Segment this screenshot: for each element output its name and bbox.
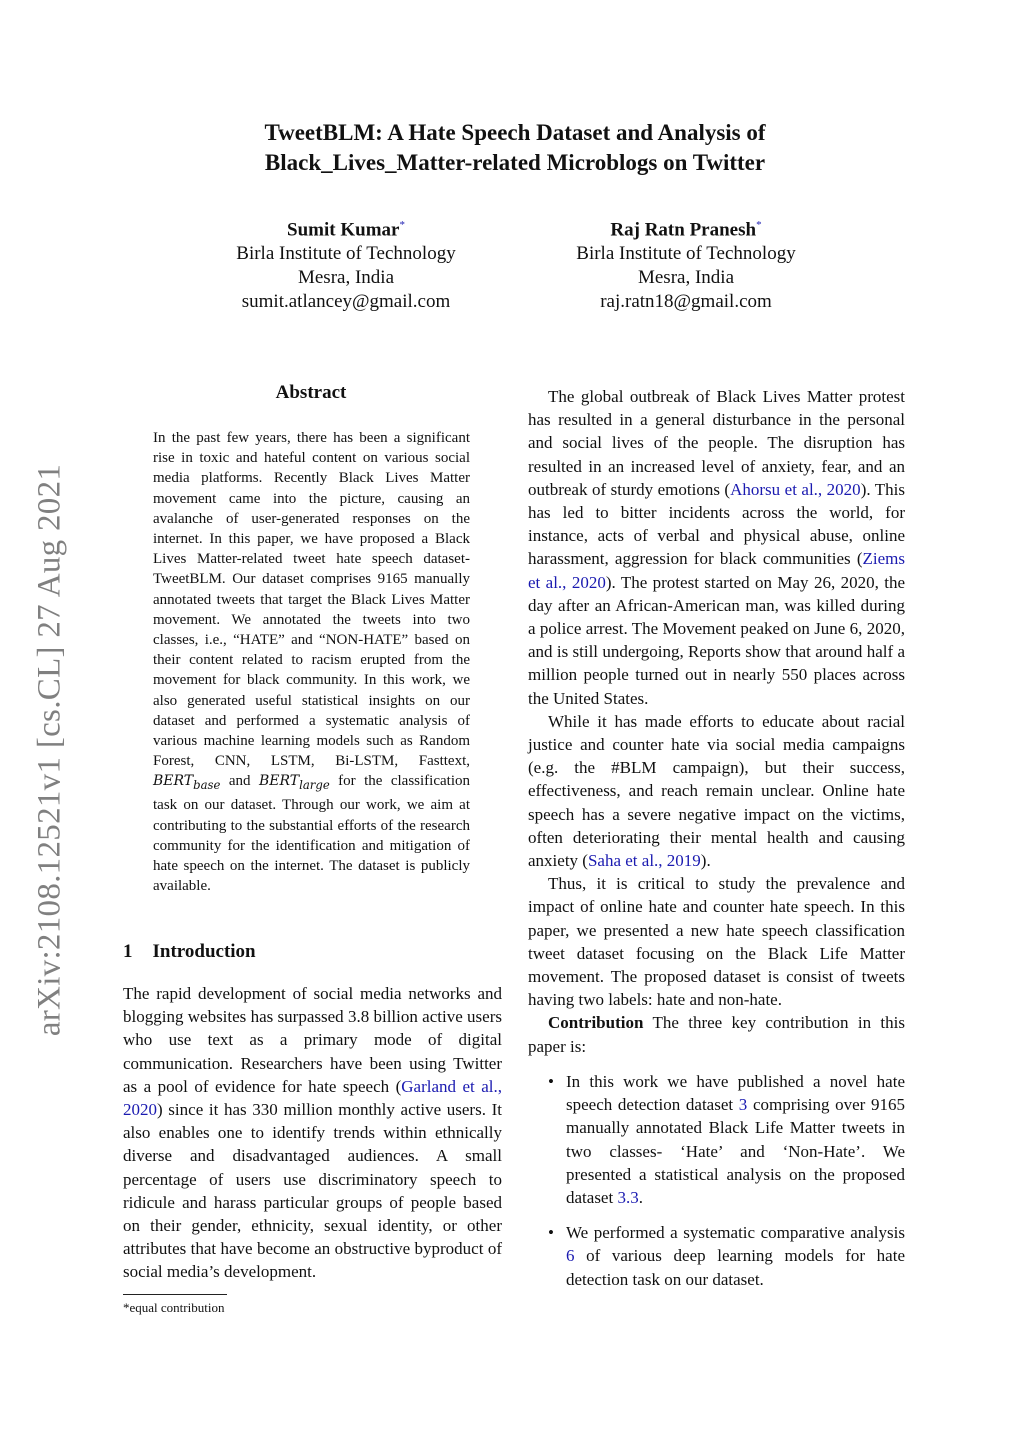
author-2-email: raj.ratn18@gmail.com [600, 291, 772, 313]
intro-paragraph [123, 982, 502, 1284]
citation-garland[interactable]: Garland et al., 2020 [123, 1076, 503, 1120]
section-heading-introduction [123, 941, 256, 963]
author-1-location: Mesra, India [297, 267, 395, 289]
bert-large-main: BERT [258, 773, 300, 790]
right-p1-text-a: The global outbreak of Black Lives Matter protest has resulted in a general disturbance in the personal and social lives of the people. The disruption has resulted in an increased level of anxiety, fear, and an outbreak of sturdy emotions ( [528, 387, 905, 499]
abstract-text-after: for the classification task on our dataset. Through our work, we aim at contributing to the substantial efforts of the research community for the identification and mitigation of hate speech on the internet. The dataset is publicly available. [153, 773, 470, 895]
author-2 [516, 213, 856, 314]
author-2-name: Raj Ratn Pranesh [610, 219, 757, 241]
list-item [528, 1221, 905, 1291]
bullet-icon: • [548, 1071, 554, 1091]
abstract-heading: Abstract [275, 382, 347, 403]
title-line-1: TweetBLM: A Hate Speech Dataset and Analysis of [264, 120, 766, 145]
section-title: Introduction [152, 941, 256, 962]
bert-large-term [258, 773, 330, 793]
contribution-label: Contribution [548, 1013, 644, 1033]
right-column [528, 385, 905, 1291]
contribution-paragraph [528, 1011, 905, 1057]
citation-saha[interactable]: Saha et al., 2019 [587, 851, 701, 871]
right-p2-text-a: While it has made efforts to educate about racial justice and counter hate via social media campaigns (e.g. the #BLM campaign), but their success, effectiveness, and reach remain unclear. Online hate speech has a severe negative impact on the victims, often deteriorating their mental health and causing anxiety ( [528, 711, 905, 871]
list-item [528, 1070, 905, 1209]
abstract-and: and [228, 773, 251, 790]
ref-section-3-3[interactable]: 3.3 [617, 1187, 639, 1207]
intro-text-b: ) since it has 330 million monthly active users. It also enables one to identify trends within ethnically diverse and disadvantaged audiences. A small percentage of users use discriminatory speech to ridicule and harass particular groups of people based on their gender, ethnicity, sexual identity, or other attributes that have become an obstructive byproduct of social media’s development. [123, 1100, 502, 1282]
author-2-mark[interactable]: * [756, 219, 762, 231]
right-p3-text: Thus, it is critical to study the prevalence and impact of online hate and counter hate speech. In this paper, we presented a new hate speech classification tweet dataset focusing on the Black Life Matter movement. The proposed dataset is consist of tweets having two labels: hate and non-hate. [528, 874, 905, 1010]
citation-ziems[interactable]: Ziems et al., 2020 [528, 549, 905, 592]
contribution-list [528, 1070, 905, 1291]
right-p1-text-b: ). This has led to bitter incidents across the world, for instance, acts of verbal and physical abuse, online harassment, aggression for black communities ( [528, 479, 906, 569]
footnote: *equal contribution [123, 1300, 225, 1315]
bert-large-sub: large [299, 778, 330, 793]
ref-section-6[interactable]: 6 [566, 1246, 575, 1266]
arxiv-identifier [20, 445, 80, 1055]
abstract-body [153, 428, 470, 896]
author-1-mark[interactable]: * [399, 219, 405, 231]
citation-ahorsu[interactable]: Ahorsu et al., 2020 [730, 479, 861, 499]
bullet2-text-a: We performed a systematic comparative analysis [566, 1223, 905, 1243]
bullet2-text-b: of various deep learning models for hate detection task on our dataset. [566, 1246, 905, 1289]
footnote-rule [123, 1294, 227, 1295]
author-1-name: Sumit Kumar [287, 219, 400, 241]
title-line-2: Black_Lives_Matter-related Microblogs on Twitter [264, 150, 766, 175]
intro-text-a: The rapid development of social media networks and blogging websites has surpassed 3.8 billion active users who use text as a primary mode of digital communication. Researchers have been using Twitter as a pool of evidence for hate speech ( [123, 984, 502, 1096]
author-1-email: sumit.atlancey@gmail.com [241, 291, 451, 313]
section-number: 1 [123, 941, 133, 962]
author-1 [176, 213, 516, 314]
bullet1-text-a: In this work we have published a novel hate speech detection dataset [566, 1071, 905, 1115]
bert-base-main: BERT [153, 773, 194, 790]
right-paragraph-2 [528, 710, 905, 872]
author-2-location: Mesra, India [637, 267, 735, 289]
right-p2-text-b: ). [700, 851, 711, 871]
ref-section-3[interactable]: 3 [738, 1095, 748, 1115]
paper-title [150, 118, 880, 178]
right-paragraph-3 [528, 872, 905, 1011]
bert-base-sub: base [193, 778, 221, 793]
author-1-affiliation: Birla Institute of Technology [236, 243, 456, 265]
author-2-affiliation: Birla Institute of Technology [576, 243, 796, 265]
contribution-text: The three key contribution in this paper is: [528, 1013, 905, 1056]
right-paragraph-1 [528, 385, 905, 710]
abstract-text-before: In the past few years, there has been a significant rise in toxic and hateful content on various social media platforms. Recently Black Lives Matter movement came into the picture, causing an avalanche of user-generated responses on the internet. In this paper, we have proposed a Black Lives Matter-related tweet hate speech dataset- TweetBLM. Our dataset comprises 9165 manually annotated tweets that target the Black Lives Matter movement. We annotated the tweets into two classes, i.e., “HATE” and “NON-HATE” based on their content related to racism erupted from the movement for black community. In this work, we also generated useful statistical insights on our dataset and performed a systematic analysis of various machine learning models such as Random Forest, CNN, LSTM, Bi-LSTM, Fasttext, [153, 430, 470, 770]
bullet1-text-c: . [638, 1187, 643, 1207]
bullet1-text-b: comprising over 9165 manually annotated Black Life Matter tweets in two classes- ‘Hate’ and ‘Non-Hate’. We presented a statistical analysis on the proposed dataset [566, 1095, 905, 1207]
bert-base-term [153, 773, 221, 793]
bullet-icon: • [548, 1223, 554, 1243]
right-p1-text-c: ). The protest started on May 26, 2020, the day after an African-American man, was killed during a police arrest. The Movement peaked on June 6, 2020, and is still undergoing, Reports show that around half a million people turned out in nearly 550 places across the United States. [528, 572, 905, 708]
arxiv-identifier-text: arXiv:2108.12521v1 [cs.CL] 27 Aug 2021 [31, 463, 68, 1037]
